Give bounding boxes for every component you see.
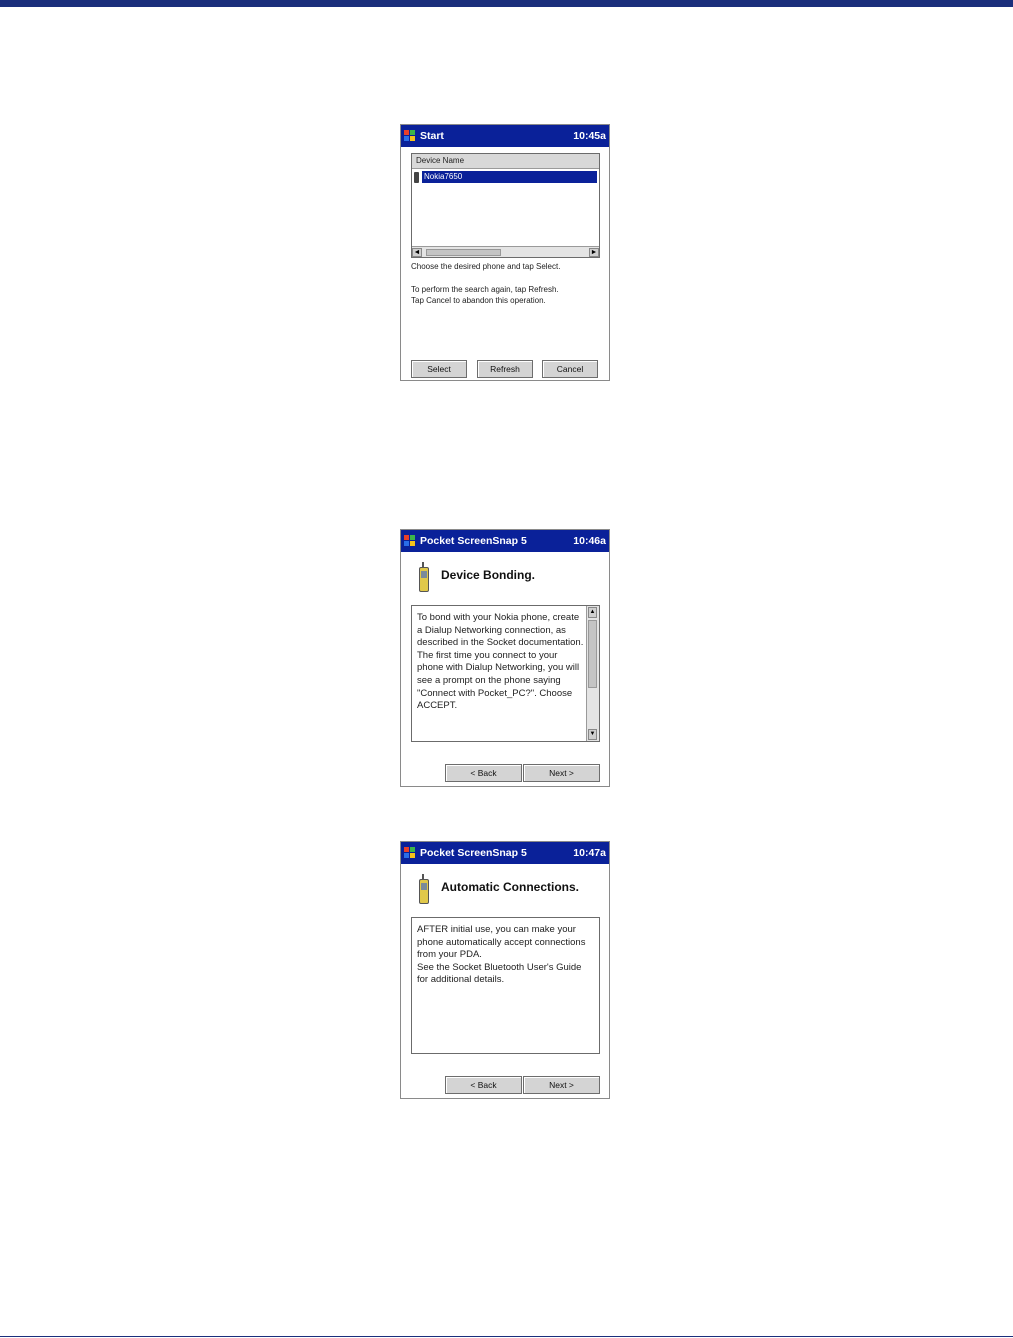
help-text-cancel: Tap Cancel to abandon this operation. — [411, 296, 546, 305]
device-bonding-screen — [400, 529, 610, 787]
device-list — [411, 153, 600, 258]
instructions-text: AFTER initial use, you can make your phone automatically accept connections from your PDA. See the Socket Bluetooth User's Guide for additional details. — [417, 924, 586, 986]
next-button[interactable]: Next > — [523, 1076, 600, 1094]
column-header-device-name[interactable]: Device Name — [412, 154, 599, 169]
wizard-heading: Device Bonding. — [441, 568, 536, 582]
title-bar — [401, 842, 609, 864]
clock: 10:45a — [573, 130, 606, 142]
windows-start-icon[interactable] — [404, 535, 417, 548]
clock: 10:47a — [573, 847, 606, 859]
scroll-thumb[interactable] — [426, 249, 501, 256]
scroll-down-icon[interactable]: ▼ — [588, 729, 597, 740]
scroll-right-icon[interactable]: ► — [590, 248, 598, 256]
scroll-thumb[interactable] — [588, 620, 597, 688]
title-bar — [401, 125, 609, 147]
phone-icon — [419, 879, 429, 904]
wizard-heading: Automatic Connections. — [441, 880, 580, 894]
select-button[interactable]: Select — [411, 360, 467, 378]
horizontal-scrollbar[interactable] — [412, 246, 599, 257]
device-select-screen — [400, 124, 610, 381]
window-title: Pocket ScreenSnap 5 — [420, 535, 527, 547]
scroll-up-icon[interactable]: ▲ — [588, 607, 597, 618]
automatic-connections-screen — [400, 841, 610, 1099]
windows-start-icon[interactable] — [404, 130, 417, 143]
instructions-textbox[interactable] — [411, 605, 600, 742]
instructions-textbox[interactable] — [411, 917, 600, 1054]
device-name: Nokia7650 — [422, 171, 597, 183]
back-button[interactable]: < Back — [445, 1076, 522, 1094]
instructions-text: To bond with your Nokia phone, create a Dialup Networking connection, as described in the Socket documentation. The first time you connect to your phone with Dialup Networking, you will see a prompt on the phone saying "Connect with Pocket_PC?". Choose ACCEPT. — [417, 612, 584, 712]
window-title: Start — [420, 130, 444, 142]
scroll-track[interactable] — [422, 248, 589, 257]
list-item[interactable] — [414, 171, 597, 183]
help-text-refresh: To perform the search again, tap Refresh. — [411, 285, 559, 294]
phone-icon — [414, 172, 419, 183]
back-button[interactable]: < Back — [445, 764, 522, 782]
next-button[interactable]: Next > — [523, 764, 600, 782]
clock: 10:46a — [573, 535, 606, 547]
window-title: Pocket ScreenSnap 5 — [420, 847, 527, 859]
refresh-button[interactable]: Refresh — [477, 360, 533, 378]
instruction-text: Choose the desired phone and tap Select. — [411, 262, 561, 271]
page-header-bar — [0, 0, 1013, 7]
page-footer-rule — [0, 1336, 1013, 1337]
phone-icon — [419, 567, 429, 592]
scroll-left-icon[interactable]: ◄ — [413, 248, 421, 256]
vertical-scrollbar[interactable] — [586, 606, 599, 741]
cancel-button[interactable]: Cancel — [542, 360, 598, 378]
windows-start-icon[interactable] — [404, 847, 417, 860]
title-bar — [401, 530, 609, 552]
